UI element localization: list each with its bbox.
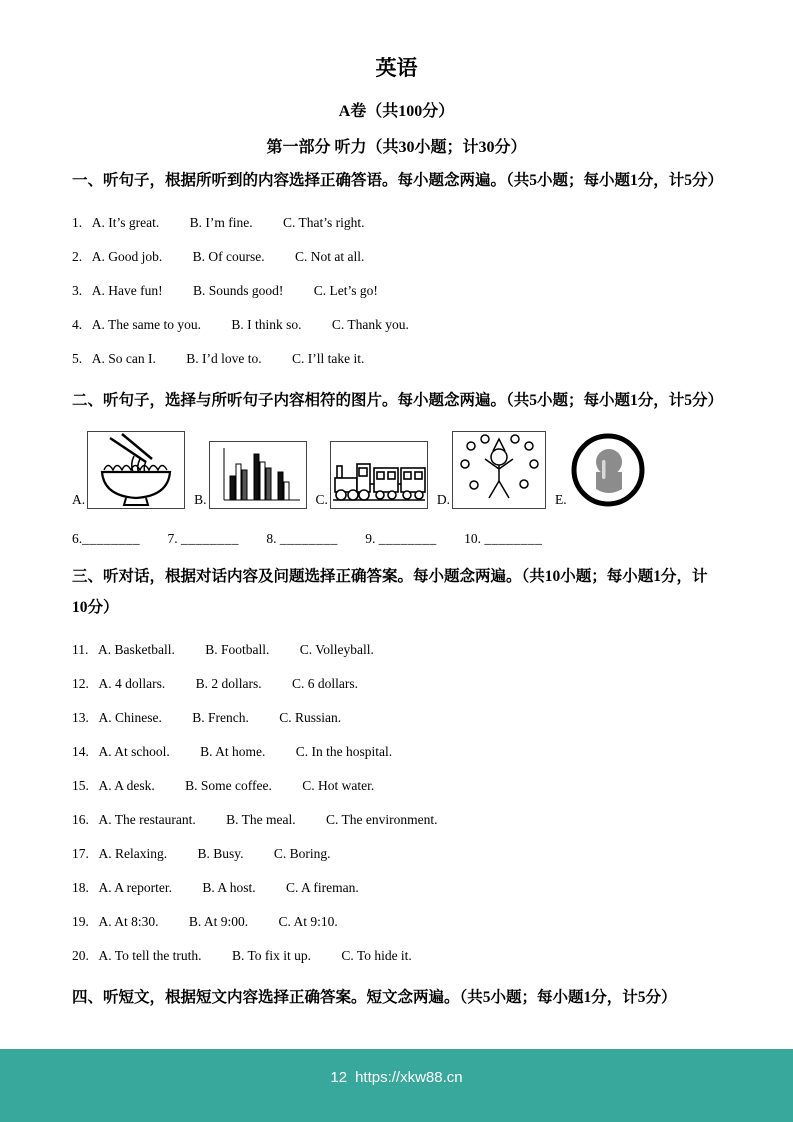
question-row-3 <box>72 283 721 299</box>
bar-chart-image <box>209 441 307 509</box>
question-row-11 <box>72 642 721 658</box>
question-number: 18. <box>72 880 89 896</box>
question-row-13 <box>72 710 721 726</box>
answer-blank-6: 6.________ <box>72 530 141 546</box>
option-a: A. Relaxing. <box>98 846 168 862</box>
question-row-15 <box>72 778 721 794</box>
question-row-2 <box>72 249 721 265</box>
option-c: C. To hide it. <box>341 948 412 964</box>
option-a: A. It’s great. <box>91 214 160 230</box>
option-c: C. Let’s go! <box>313 282 378 298</box>
option-b: B. I’d love to. <box>186 350 262 366</box>
question-row-14 <box>72 744 721 760</box>
option-b: B. I’m fine. <box>189 214 253 230</box>
option-c: C. Volleyball. <box>299 642 374 658</box>
question-number: 3. <box>72 282 83 298</box>
option-b: B. Some coffee. <box>185 778 272 794</box>
option-a: A. The restaurant. <box>98 812 196 828</box>
picture-label-a: A. <box>72 492 86 508</box>
question-number: 1. <box>72 214 83 230</box>
answer-blank-10: 10. ________ <box>464 530 543 546</box>
question-number: 14. <box>72 744 89 760</box>
section1-header: 一、听句子，根据所听到的内容选择正确答语。每小题念两遍。（共5小题；每小题1分，计5分） <box>72 172 724 189</box>
option-b: B. A host. <box>202 880 256 896</box>
clown-juggling-image <box>452 431 546 509</box>
picture-label-c: C. <box>315 492 328 508</box>
quiet-sign-image <box>569 431 647 509</box>
question-number: 20. <box>72 948 89 964</box>
option-b: B. French. <box>192 710 249 726</box>
option-a: A. Chinese. <box>98 710 162 726</box>
option-b: B. To fix it up. <box>231 948 311 964</box>
option-b: B. At home. <box>200 744 266 760</box>
question-number: 17. <box>72 846 89 862</box>
option-b: B. Of course. <box>192 248 265 264</box>
question-row-16 <box>72 812 721 828</box>
picture-option-c <box>316 441 428 509</box>
option-a: A. Good job. <box>91 248 163 264</box>
footer-url: https://xkw88.cn <box>355 1069 463 1086</box>
option-b: B. Football. <box>205 642 270 658</box>
page-title: 英语 <box>375 56 418 80</box>
question-row-4 <box>72 317 721 333</box>
option-c: C. Not at all. <box>295 248 365 264</box>
option-a: A. To tell the truth. <box>98 948 202 964</box>
picture-option-e <box>555 431 647 509</box>
paper-a-heading: A卷（共100分） <box>338 103 455 120</box>
picture-label-e: E. <box>555 492 567 508</box>
question-number: 11. <box>72 642 89 658</box>
option-b: B. At 9:00. <box>188 914 249 930</box>
answer-blank-7: 7. ________ <box>167 530 239 546</box>
picture-options-row <box>72 431 721 509</box>
question-number: 5. <box>72 350 83 366</box>
option-c: C. Hot water. <box>302 778 375 794</box>
train-image <box>330 441 428 509</box>
option-b: B. I think so. <box>231 316 302 332</box>
question-number: 12. <box>72 676 89 692</box>
question-row-17 <box>72 846 721 862</box>
option-a: A. At 8:30. <box>98 914 159 930</box>
question-number: 2. <box>72 248 83 264</box>
option-c: C. At 9:10. <box>278 914 338 930</box>
option-b: B. Busy. <box>197 846 244 862</box>
answer-blank-9: 9. ________ <box>365 530 437 546</box>
option-a: A. A reporter. <box>98 880 173 896</box>
page-footer <box>0 1049 793 1122</box>
option-b: B. Sounds good! <box>193 282 284 298</box>
picture-option-d <box>437 431 546 509</box>
picture-label-b: B. <box>194 492 207 508</box>
question-row-5 <box>72 351 721 367</box>
answer-blanks-row <box>72 531 721 547</box>
picture-option-b <box>194 441 306 509</box>
option-b: B. The meal. <box>226 812 296 828</box>
question-number: 15. <box>72 778 89 794</box>
option-c: C. That’s right. <box>283 214 365 230</box>
question-row-18 <box>72 880 721 896</box>
answer-blank-8: 8. ________ <box>266 530 338 546</box>
option-c: C. A fireman. <box>286 880 359 896</box>
question-row-20 <box>72 948 721 964</box>
option-c: C. I’ll take it. <box>292 350 365 366</box>
question-row-19 <box>72 914 721 930</box>
section2-header: 二、听句子，选择与所听句子内容相符的图片。每小题念两遍。（共5小题；每小题1分，计5分） <box>72 391 724 409</box>
picture-label-d: D. <box>436 492 451 508</box>
option-a: A. A desk. <box>98 778 155 794</box>
question-number: 19. <box>72 914 89 930</box>
question-row-1 <box>72 215 721 231</box>
option-a: A. 4 dollars. <box>98 676 166 692</box>
question-number: 13. <box>72 710 89 726</box>
option-a: A. Basketball. <box>98 642 175 658</box>
option-c: C. The environment. <box>325 812 438 828</box>
section3-header: 三、听对话，根据对话内容及问题选择正确答案。每小题念两遍。（共10小题；每小题1分，计10分） <box>72 567 708 617</box>
picture-option-a <box>72 431 185 509</box>
page-number: 12 <box>330 1069 348 1086</box>
option-a: A. Have fun! <box>91 282 163 298</box>
option-c: C. In the hospital. <box>295 744 393 760</box>
option-c: C. Russian. <box>279 710 342 726</box>
question-number: 16. <box>72 812 89 828</box>
option-a: A. The same to you. <box>91 316 201 332</box>
noodles-image <box>87 431 185 509</box>
question-row-12 <box>72 676 721 692</box>
option-a: A. At school. <box>98 744 170 760</box>
section4-header: 四、听短文，根据短文内容选择正确答案。短文念两遍。（共5小题；每小题1分，计5分） <box>72 989 677 1007</box>
option-a: A. So can I. <box>91 350 156 366</box>
option-b: B. 2 dollars. <box>195 676 262 692</box>
question-number: 4. <box>72 316 83 332</box>
part1-listening-heading: 第一部分 听力（共30小题；计30分） <box>266 139 527 156</box>
option-c: C. Boring. <box>273 846 331 862</box>
option-c: C. Thank you. <box>331 316 409 332</box>
option-c: C. 6 dollars. <box>292 676 359 692</box>
